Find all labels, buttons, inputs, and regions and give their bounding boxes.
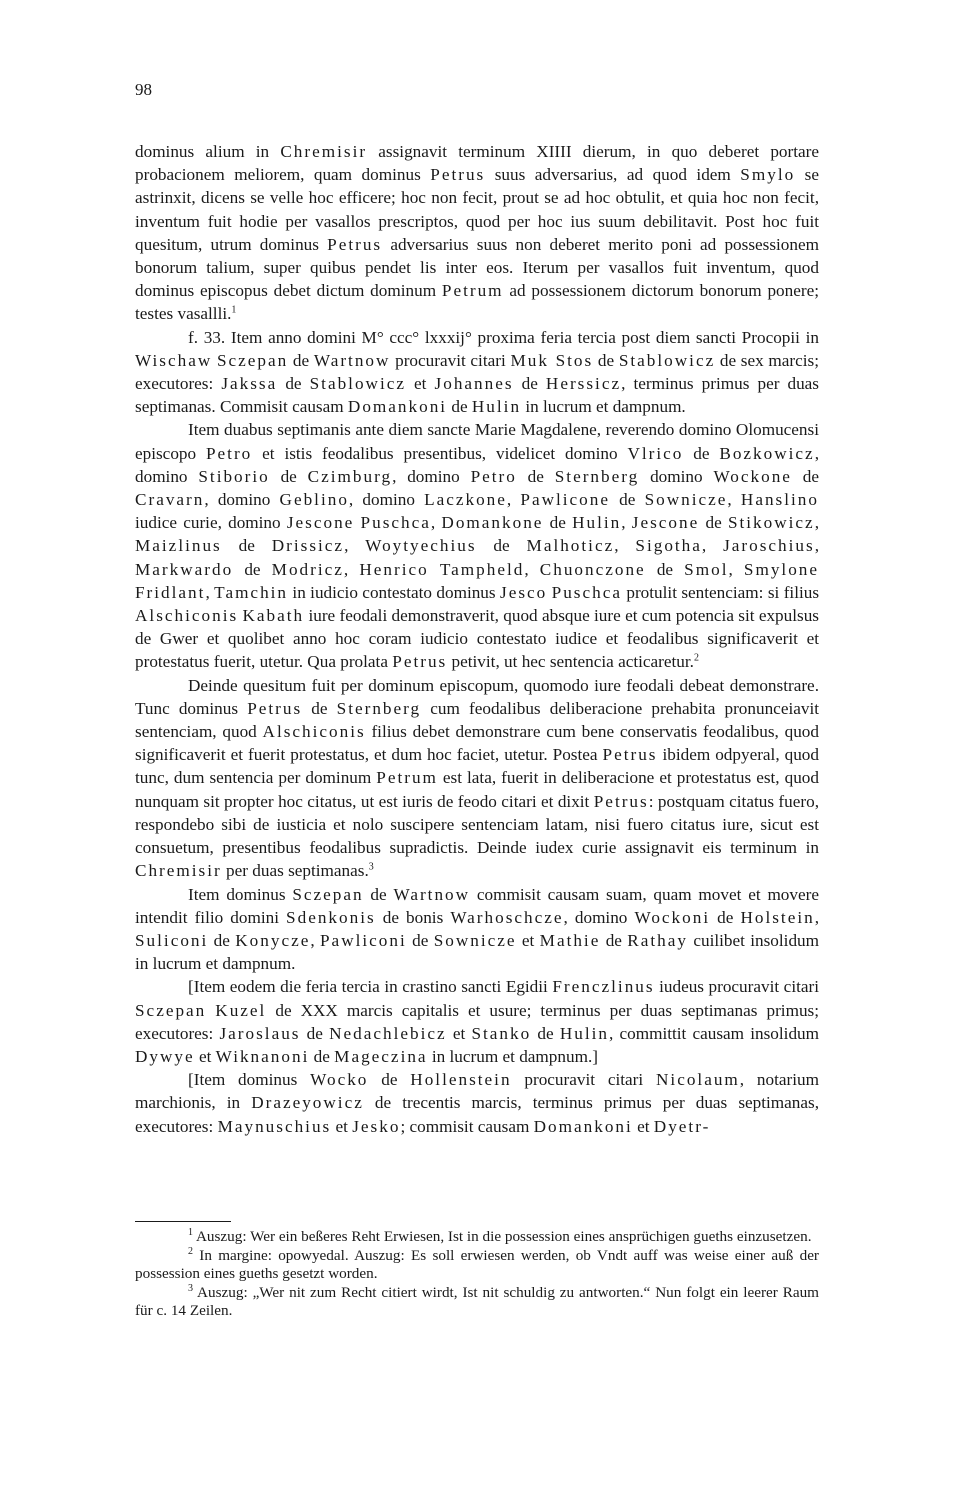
spaced-name: Konycze	[235, 930, 311, 950]
spaced-name: Petrus	[430, 165, 486, 185]
text-run: de	[531, 1023, 560, 1043]
text-run: de	[269, 466, 308, 486]
text-run: : postquam citatus fuero, respondebo sibi de iusticia et nolo suscipere sentenciam latam, nisi fuero citatus iure, sicut est consuetum, presentibus feodalibus supradictis. Deinde iudex curie assignavit eis terminum in	[135, 791, 819, 858]
text-run: et	[632, 1116, 654, 1136]
spaced-name: Markwardo	[135, 559, 234, 579]
footnote-number: 2	[188, 1245, 193, 1257]
text-run: de	[208, 930, 236, 950]
spaced-name: Chremisir	[135, 861, 222, 881]
spaced-name: Puschca	[360, 513, 431, 533]
spaced-name: Dyetr-	[653, 1116, 711, 1136]
spaced-name: Sczepan	[135, 1000, 207, 1020]
spaced-name: Suliconi	[135, 930, 209, 950]
text-run: de	[309, 1046, 335, 1066]
spaced-name: Stablowicz	[618, 350, 716, 370]
footnote-marker: 2	[693, 652, 699, 664]
spaced-name: Sternberg	[336, 698, 422, 718]
text-run: de	[593, 350, 619, 370]
text-run: de bonis	[375, 907, 451, 927]
spaced-name: Henrico	[359, 559, 429, 579]
text-run: procuravit citari	[511, 1070, 657, 1090]
spaced-name: Stiborio	[198, 466, 270, 486]
spaced-name: Jescone	[631, 513, 700, 533]
footnote-text: In margine: opowyedal. Auszug: Es soll erwiesen werden, ob Vndt auff was weise einer auß der possession eines gueths gesetzt worden.	[135, 1246, 819, 1283]
spaced-name: Drazeyowicz	[251, 1093, 364, 1113]
text-run: ,	[701, 536, 724, 556]
spaced-name: Wischaw	[135, 350, 213, 370]
spaced-name: Sigotha	[635, 536, 702, 556]
spaced-name: Bozkowicz	[719, 443, 815, 463]
spaced-name: Jesko	[352, 1116, 401, 1136]
spaced-name: Kuzel	[215, 1000, 267, 1020]
text-run: suus adversarius, ad quod idem	[485, 165, 741, 185]
spaced-name: Nicolaum	[656, 1070, 740, 1090]
spaced-name: Wiknanoni	[215, 1046, 310, 1066]
text-run: in iudicio contestato dominus	[288, 582, 500, 602]
text-run: ,	[343, 559, 360, 579]
text-run: adversarius suus non deberet merito poni ad possessionem bonorum talium, super quibus pendet lis inter eos. Iterum per vasallos fuit inventum, quod dominus episcopus debet dictum dominum	[135, 234, 819, 301]
text-run: dominus alium in	[135, 142, 281, 161]
text-run: in lucrum et dampnum.	[521, 397, 686, 417]
text-run: de	[513, 374, 546, 394]
spaced-name: Puschca	[551, 582, 622, 602]
footnote-number: 3	[188, 1282, 193, 1294]
paragraph	[135, 975, 819, 1068]
text-run: de	[288, 350, 314, 370]
spaced-name: Geblino	[279, 490, 349, 510]
text-run: [Item eodem die feria tercia in crastino sancti Egidii	[188, 977, 553, 997]
text-run: [Item dominus	[188, 1070, 311, 1090]
footnotes	[135, 1228, 819, 1321]
spaced-name: Petrus	[602, 745, 658, 765]
text-run: ,	[614, 536, 636, 556]
spaced-name: Wockoni	[634, 907, 711, 927]
spaced-name: Petrum	[441, 281, 504, 301]
spaced-name: Wockone	[713, 466, 792, 486]
text-run: per duas septimanas.	[221, 861, 369, 881]
spaced-name: Rathay	[627, 930, 688, 950]
footnote	[135, 1247, 819, 1284]
spaced-name: Smylo	[740, 165, 796, 185]
text-run: de	[277, 374, 310, 394]
spaced-name: Mageczina	[334, 1046, 428, 1066]
text-run: et	[446, 1023, 472, 1043]
text-run: domino	[639, 466, 714, 486]
spaced-name: Domankone	[441, 513, 544, 533]
spaced-name: Smylone	[743, 559, 820, 579]
spaced-name: Tampheld	[439, 559, 525, 579]
spaced-name: Petrum	[376, 768, 438, 788]
main-text	[135, 140, 819, 1138]
text-run: in lucrum et dampnum.]	[427, 1046, 598, 1066]
paragraph	[135, 1068, 819, 1138]
spaced-name: Sownicze	[644, 490, 728, 510]
spaced-name: Chremisir	[280, 142, 368, 161]
text-run: cum feodalibus deliberacione prehabita pronunceiavit sentenciam, quod	[135, 698, 819, 742]
footnote-text: Auszug: „Wer nit zum Recht citiert wirdt, Ist nit schuldig zu antworten.“ Nun folgt ein leerer Raum für c. 14 Zeilen.	[135, 1283, 819, 1320]
text-run: cuilibet insolidum in lucrum et dampnum.	[135, 930, 820, 974]
text-run: f. 33. Item anno domini M° ccc° lxxxij° proxima feria tercia post diem sancti Procopii in	[188, 327, 819, 347]
footnote	[135, 1284, 819, 1321]
spaced-name: Hollenstein	[410, 1070, 512, 1090]
spaced-name: Woytyechius	[365, 536, 477, 556]
text-run: de	[610, 490, 645, 510]
text-run: ,	[814, 513, 819, 533]
text-run: ,	[621, 513, 632, 533]
spaced-name: Kabath	[242, 606, 305, 626]
text-run: commisit causam suam, quam movet et movere intendit filio domini	[135, 884, 819, 927]
spaced-name: Jesco	[500, 582, 548, 602]
spaced-name: Mathie	[539, 930, 601, 950]
spaced-name: Dywye	[135, 1046, 195, 1066]
text-run: protulit sentenciam: si filius	[621, 582, 820, 602]
text-run: de	[543, 513, 573, 533]
text-run: , domino	[563, 907, 635, 927]
spaced-name: Domankoni	[533, 1116, 633, 1136]
page-number: 98	[135, 80, 152, 99]
spaced-name: Chuonczone	[539, 559, 646, 579]
text-run: Deinde quesitum fuit per dominum episcopum, quomodo iure feodali debeat demonstrare. Tunc dominus	[135, 675, 819, 718]
spaced-name: Wartnow	[393, 884, 471, 904]
spaced-name: Petro	[470, 466, 517, 486]
text-run: de	[447, 397, 472, 417]
text-run: ,	[344, 536, 366, 556]
spaced-name: Pawlicone	[520, 490, 610, 510]
spaced-name: Czimburg	[307, 466, 393, 486]
spaced-name: Muk Stos	[510, 350, 594, 370]
text-run: de	[368, 1070, 411, 1090]
text-run: de	[516, 466, 555, 486]
text-run: ,	[814, 536, 819, 556]
spaced-name: Warhoschcze	[450, 907, 564, 927]
spaced-name: Wocko	[310, 1070, 369, 1090]
spaced-name: Nedachlebicz	[329, 1023, 447, 1043]
text-run: est lata, fuerit in deliberacione et protestatus est, quod nunquam sit propter hoc citatus, ut est iuris de feodo citari et dixit	[135, 768, 819, 811]
text-run: ibidem odpyeral, quod tunc, dum sentencia per dominum	[135, 745, 819, 788]
text-run: , notarium marchionis, in	[135, 1070, 819, 1113]
text-run: et	[405, 374, 435, 394]
spaced-name: Johannes	[434, 374, 514, 394]
text-run: et	[331, 1116, 353, 1136]
spaced-name: Domankoni	[347, 397, 448, 417]
spaced-name: Alschiconis	[262, 722, 366, 742]
footnote-marker: 3	[368, 861, 374, 873]
spaced-name: Frenczlinus	[552, 977, 655, 997]
text-run: filius debet demonstrare cum bene conservatis feodalibus, quod significaverit et fuerit protestatus, et dum hoc faciet, utetur. Postea	[135, 722, 819, 765]
spaced-name: Sownicze	[433, 930, 517, 950]
spaced-name: Jescone	[286, 513, 355, 533]
spaced-name: Petrus	[327, 234, 383, 254]
text-run: ,	[728, 559, 744, 579]
text-run: de sex marcis; executores:	[135, 350, 819, 394]
spaced-name: Malhoticz	[526, 536, 615, 556]
text-run: de	[302, 698, 337, 718]
text-run	[429, 560, 440, 579]
spaced-name: Smol	[684, 559, 729, 579]
spaced-name: Maynuschius	[217, 1116, 332, 1136]
text-run: ,	[814, 907, 819, 927]
spaced-name: Pawliconi	[320, 930, 407, 950]
spaced-name: Sczepan	[292, 884, 364, 904]
text-run: Item duabus septimanis ante diem sancte Marie Magdalene, reverendo domino Olomucensi episcopo	[135, 420, 819, 463]
text-run: de	[476, 536, 527, 556]
spaced-name: Holstein	[740, 907, 815, 927]
text-run: ,	[727, 490, 741, 510]
text-run: se astrinxit, dicens se velle hoc efficere; hoc non fecit, prout se ad hoc obtulit, et quia hoc non fecit, inventum fuit hodie per vasallos prescriptos, quod per hoc ius suum debilitavit. Post hoc fuit quesitum, utrum dominus	[135, 165, 819, 254]
text-run: , terminus primus per duas septimanas. Commisit causam	[135, 374, 819, 417]
text-run: et	[194, 1046, 216, 1066]
text-run: de	[683, 443, 720, 463]
text-run: iudeus procuravit citari	[654, 977, 819, 997]
footnote-number: 1	[188, 1226, 193, 1238]
spaced-name: Vlrico	[627, 443, 684, 463]
spaced-name: Sternberg	[554, 466, 640, 486]
spaced-name: Laczkone	[424, 490, 507, 510]
text-run: iudice curie, domino	[135, 513, 287, 533]
paragraph	[135, 326, 819, 419]
paragraph	[135, 883, 819, 976]
text-run	[206, 1001, 215, 1020]
text-run: de	[233, 559, 272, 579]
text-run: procuravit citari	[390, 350, 511, 370]
text-run: ; commisit causam	[400, 1116, 534, 1136]
spaced-name: Drissicz	[271, 536, 345, 556]
text-run: de	[791, 466, 819, 486]
text-run: , committit causam insolidum	[608, 1023, 820, 1043]
paragraph	[135, 418, 819, 673]
paragraph	[135, 674, 819, 883]
text-run: de	[363, 884, 394, 904]
text-run: assignavit terminum XIIII dierum, in quo deberet portare probacionem meliorem, quam dominus	[135, 142, 819, 185]
spaced-name: Hulin	[471, 397, 522, 417]
text-run: de	[300, 1023, 330, 1043]
text-run: ,	[524, 559, 540, 579]
spaced-name: Jaroschius	[723, 536, 815, 556]
spaced-name: Jaroslaus	[219, 1023, 301, 1043]
text-run: ,	[506, 490, 521, 510]
spaced-name: Stikowicz	[727, 513, 815, 533]
text-run: , domino	[135, 443, 819, 486]
spaced-name: Maizlinus	[135, 536, 222, 556]
spaced-name: Herssicz	[545, 374, 622, 394]
paragraph	[135, 140, 819, 326]
text-run: de	[699, 513, 728, 533]
spaced-name: Modricz	[271, 559, 344, 579]
spaced-name: Petrus	[392, 652, 448, 672]
spaced-name: Wartnow	[313, 350, 391, 370]
text-run: et	[516, 930, 540, 950]
footnote-text: Auszug: Wer ein beßeres Reht Erwiesen, Ist in die possession eines ansprüchigen gueths einzusetzen.	[193, 1228, 812, 1245]
text-run: de XXX marcis capitalis et usure; terminus per duas septimanas primus; executores:	[135, 1000, 819, 1043]
spaced-name: Petrus	[593, 791, 649, 811]
spaced-name: Petro	[205, 443, 253, 463]
text-run: iure feodali demonstraverit, quod absque iure et cum potencia sit expulsus de Gwer et quolibet anno hoc coram iudicio contestato iudice et feodalibus significaverit et protestatus fuerit, utetur. Qua prolata	[135, 606, 819, 672]
text-run: ,	[310, 930, 320, 950]
spaced-name: Cravarn	[135, 490, 205, 510]
text-run: et istis feodalibus presentibus, videlicet domino	[252, 443, 628, 463]
spaced-name: Hulin	[572, 513, 622, 533]
spaced-name: Hulin	[559, 1023, 609, 1043]
text-run: de	[406, 930, 434, 950]
spaced-name: Sdenkonis	[286, 907, 376, 927]
footnote-separator	[135, 1221, 231, 1222]
spaced-name: Hanslino	[740, 490, 819, 510]
spaced-name: Stablowicz	[309, 374, 406, 394]
spaced-name: Stanko	[471, 1023, 532, 1043]
text-run: de	[221, 536, 272, 556]
text-run: , domino	[392, 466, 471, 486]
text-run: de trecentis marcis, terminus primus per duas septimanas, executores:	[135, 1093, 819, 1136]
text-run: petivit, ut hec sentencia acticaretur.	[447, 652, 694, 672]
text-run: de	[645, 559, 685, 579]
text-run: , domino	[204, 490, 280, 510]
text-run: de	[710, 907, 741, 927]
text-run: de	[600, 930, 628, 950]
text-run: ,	[205, 582, 215, 602]
spaced-name: Tamchin	[214, 582, 289, 602]
spaced-name: Alschiconis	[135, 606, 239, 626]
footnote	[135, 1228, 819, 1247]
text-run: , domino	[348, 490, 425, 510]
text-run: Item dominus	[188, 884, 293, 904]
spaced-name: Petrus	[247, 698, 303, 718]
text-run: ,	[430, 513, 442, 533]
spaced-name: Jakssa	[221, 374, 278, 394]
spaced-name: Fridlant	[135, 582, 206, 602]
spaced-name: Sczepan	[216, 350, 289, 370]
text-run: ad possessionem dictorum bonorum ponere; testes vasallli.	[135, 281, 819, 324]
footnote-marker: 1	[231, 304, 237, 316]
